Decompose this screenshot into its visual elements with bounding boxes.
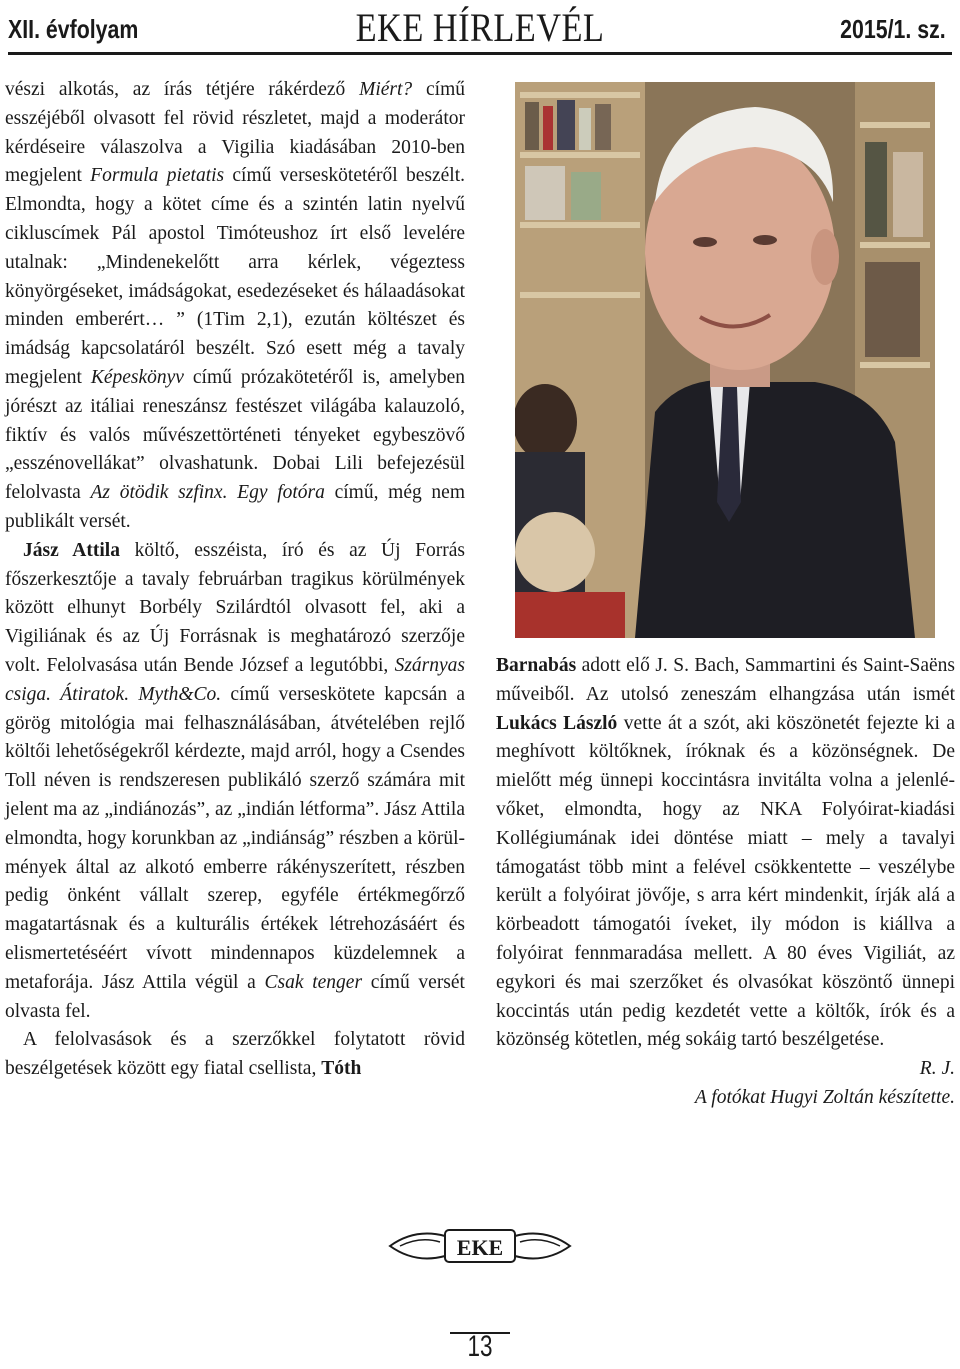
volume-label: XII. évfolyam	[8, 14, 139, 44]
photo-illustration	[515, 82, 935, 638]
portrait-photo	[515, 82, 935, 638]
paragraph	[5, 537, 465, 1027]
text	[227, 482, 237, 503]
right-column	[496, 652, 955, 1113]
title-italic: Képeskönyv	[90, 366, 184, 388]
page-header	[0, 0, 960, 58]
left-column	[5, 76, 465, 1084]
paragraph	[5, 1026, 465, 1084]
title-italic: Formula pietatis	[90, 165, 225, 187]
paragraph	[5, 76, 465, 537]
title-italic: Csak tenger	[264, 971, 363, 993]
person-name: Jász Attila	[23, 539, 120, 561]
title-italic: Szárnyas csiga. Átiratok. Myth&Co.	[5, 654, 465, 705]
eke-ornament	[385, 1222, 575, 1270]
title-italic: Az ötödik szfinx.	[90, 482, 228, 504]
text: című versét olvasta fel.	[5, 971, 465, 1022]
text: című prózakötetéről is, amelyben jórészt az itáliai reneszánsz festészet világába kalauzoló, fiktív és valós művészettörténeti tényeket egybeszövő „esszénovellákat” olvashatunk. Dobai Lili befejezésül felolvasta	[5, 366, 465, 504]
photo-credit: A fotókat Hugyi Zoltán készítette.	[694, 1086, 955, 1108]
ornament-text: EKE	[456, 1235, 504, 1260]
newsletter-title: EKE HÍRLEVÉL	[355, 5, 605, 50]
signature: R. J.	[919, 1058, 955, 1080]
person-name: Barnabás	[496, 655, 577, 676]
text: vészi alkotás, az írás tétjére rákérdező	[5, 79, 360, 100]
title-italic: Miért?	[359, 79, 413, 100]
text: költő, esszéista, író és az Új Forrás főszerkesztője a tavaly februárban tragikus körülmények között elhunyt Borbély Szilárdtól olvasott fel, aki a Vigiliának és az Új Forrásnak is meghatározó szerzője volt. Felolvasása után Bende József a legutóbbi,	[5, 539, 465, 676]
page-number: 13	[467, 1330, 493, 1363]
issue-label: 2015/1. sz.	[840, 14, 946, 44]
text: A felolvasások és a szerzőkkel folytatott rövid beszélgetések között egy fiatal csellista,	[5, 1029, 465, 1080]
text: című esszéjéből olvasott fel rövid részletet, majd a moderátor kérdéseire válaszolva a Vigilia kiadásában 2010-ben megjelent	[5, 79, 465, 187]
person-name: Tóth	[321, 1058, 362, 1080]
paragraph	[496, 652, 955, 1055]
person-name: Lukács László	[496, 712, 618, 734]
text: vette át a szót, aki köszönetét fejezte ki a meghívott költőknek, íróknak és a közönségnek. De mielőtt még ünnepi koccintásra invitálta volna a jelenlévőket, elmondta, hogy az NKA Folyóirat-kiadási Kollégiumának idei döntése miatt – mely a tavalyi támogatást több mint a felével csökkentette – veszélybe került a folyóirat jövője, s arra kért mindenkit, írják alá a körbeadott támogatói íveket, ily módon is kiállva a folyóirat fennmaradása mellett. A 80 éves Vigiliát, az egykori és mai szerzőket és olvasókat köszöntő ünnepi koccintás után pedig kezdetét vette a költők, írók és a közönség kötetlen, még sokáig tartó beszélgetése.	[496, 712, 955, 1051]
ornament-icon	[385, 1222, 575, 1270]
title-italic: Egy fotóra	[237, 482, 325, 504]
header-rule	[8, 52, 952, 55]
text: című verseskötetéről beszélt. Elmondta, hogy a kötet címe és a szintén latin nyelvű cikluscímek Pál apostol Timóteushoz írt első levelére utalnak: „Mindenekelőtt arra kérlek, végeztess könyörgéseket, imádságokat, esedezéseket és hálaadásokat minden emberért… ” (1Tim 2,1), ezután költészet és imádság kapcsolatáról beszélt. Szó esett még a tavaly megjelent	[5, 165, 466, 388]
text: című, még nem publikált versét.	[5, 482, 465, 532]
text: adott elő J. S. Bach, Sammartini és Saint-Saëns műveiből. Az utolsó zeneszám elhangzása után ismét	[496, 655, 955, 705]
text: című verseskötete kapcsán a görög mitológia mai felhasználásában, átvételében rejlő költői lehetőségekről kérdezte, majd arról, hogy a Csendes Toll néven is rendszeresen publikáló szerző számára mit jelent ma az „indiánozás”, az „indián létforma”. Jász Attila elmondta, hogy korunkban az „indiánság” részben a körülmények által az alkotó emberre rákényszerített, részben pedig önként vállalt szerep, egyféle értékmegőrző magatartásnak és a kulturális értékek létrehozásáért és elismertetéséért vívott mindennapos küzdelemnek a metaforája. Jász Attila végül a	[5, 683, 466, 993]
